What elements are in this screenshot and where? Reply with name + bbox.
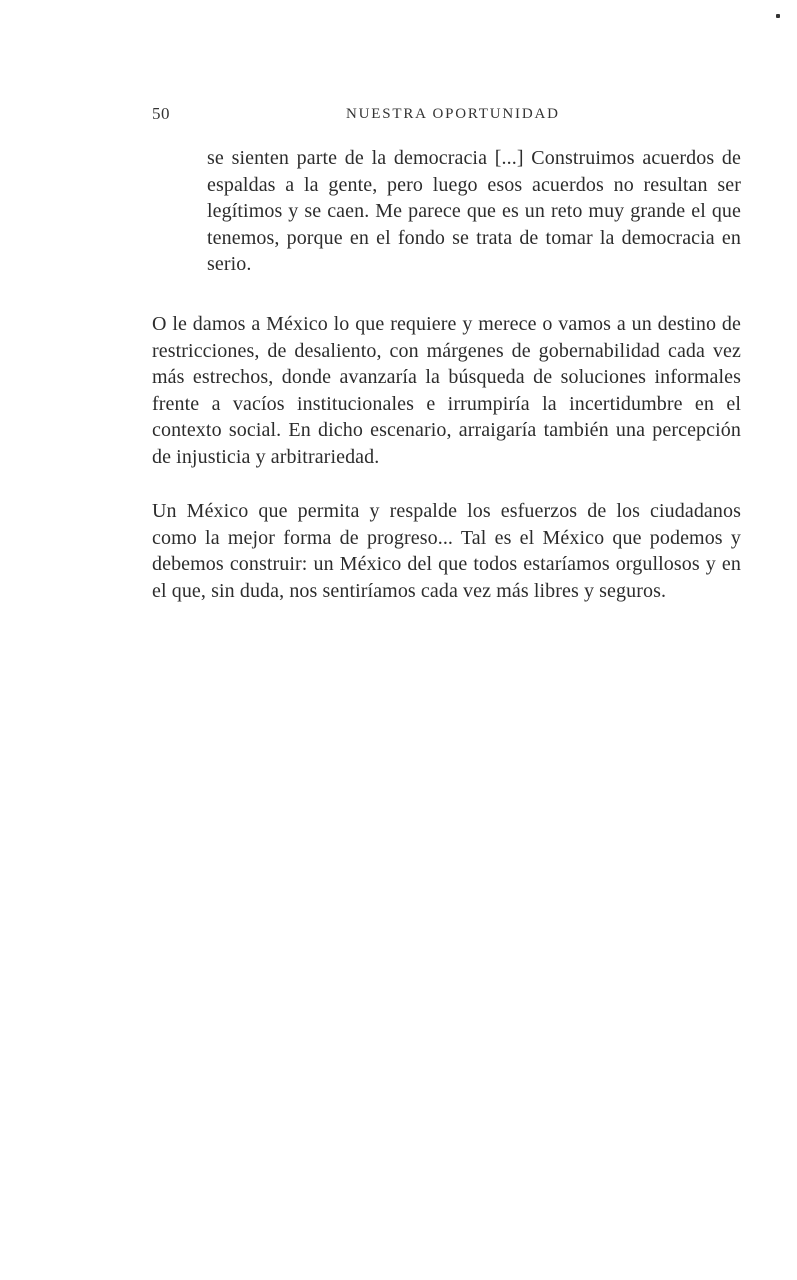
page-header	[152, 104, 742, 128]
paragraph-text: Un México que permita y respalde los esfuerzos de los ciudadanos como la mejor forma de progreso... Tal es el México que podemos y debemos construir: un México del que todos estaríamos orgullosos y en el que, sin duda, nos sentiríamos cada vez más libres y seguros.	[152, 500, 741, 602]
body-paragraph-2	[152, 498, 741, 604]
block-quote	[207, 145, 741, 278]
body-paragraph-1	[152, 311, 741, 470]
page-number: 50	[152, 104, 170, 123]
running-head: NUESTRA OPORTUNIDAD	[346, 106, 560, 122]
scan-mark	[776, 14, 780, 18]
paragraph-text: O le damos a México lo que requiere y merece o vamos a un destino de restricciones, de desaliento, con márgenes de gobernabilidad cada vez más estrechos, donde avanzaría la búsqueda de soluciones informales frente a vacíos institucionales e irrumpiría la incertidumbre en el contexto social. En dicho escenario, arraigaría también una percepción de injusticia y arbitrariedad.	[152, 313, 741, 468]
quote-text: se sienten parte de la democracia [...] Construimos acuerdos de espaldas a la gente, pero luego esos acuerdos no resultan ser legítimos y se caen. Me parece que es un reto muy grande el que tenemos, porque en el fondo se trata de tomar la democracia en serio.	[207, 147, 741, 275]
